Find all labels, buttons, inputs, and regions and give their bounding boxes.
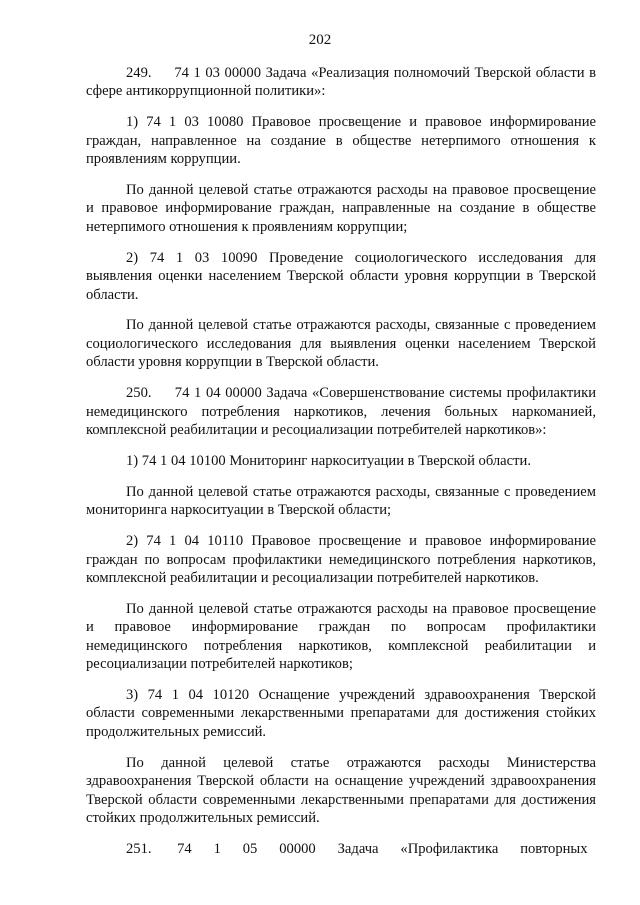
paragraph-item-10090: 2) 74 1 03 10090 Проведение социологического исследования для выявления оценки населением Тверской области уровня коррупции в Тверской области. xyxy=(86,249,596,303)
paragraph-description-10110: По данной целевой статье отражаются расходы на правовое просвещение и правовое информирование граждан по вопросам профилактики немедицинского потребления наркотиков, комплексной реабилитации и ресоциализации потребителей наркотиков; xyxy=(86,600,596,673)
paragraph-description-10120: По данной целевой статье отражаются расходы Министерства здравоохранения Тверской области на оснащение учреждений здравоохранения Тверской области современными лекарственными препаратами для достижения стойких продолжительных ремиссий. xyxy=(86,754,596,826)
paragraph-250-heading: 250. 74 1 04 00000 Задача «Совершенствование системы профилактики немедицинского потребления наркотиков, лечения больных наркоманией, комплексной реабилитации и ресоциализации потребителей наркотиков»: xyxy=(86,385,596,438)
paragraph-item-10100: 1) 74 1 04 10100 Мониторинг наркоситуации в Тверской области. xyxy=(126,452,531,469)
page-number: 202 xyxy=(308,32,332,48)
paragraph-item-10110: 2) 74 1 04 10110 Правовое просвещение и правовое информирование граждан по вопросам профилактики немедицинского потребления наркотиков, комплексной реабилитации и ресоциализации потребителей наркотиков. xyxy=(86,533,596,586)
paragraph-item-10080: 1) 74 1 03 10080 Правовое просвещение и правовое информирование граждан, направленное на создание в обществе нетерпимого отношения к проявлениям коррупции. xyxy=(86,114,596,168)
paragraph-description-10090: По данной целевой статье отражаются расходы, связанные с проведением социологического исследования для выявления оценки населением Тверской области уровня коррупции в Тверской области. xyxy=(86,317,596,371)
document-body xyxy=(86,64,596,858)
paragraph-description-10080: По данной целевой статье отражаются расходы на правовое просвещение и правовое информирование граждан, направленные на создание в обществе нетерпимого отношения к проявлениям коррупции; xyxy=(86,182,596,235)
paragraph-251-heading: 251. 74 1 05 00000 Задача «Профилактика повторных xyxy=(126,840,588,857)
paragraph-description-10100: По данной целевой статье отражаются расходы, связанные с проведением мониторинга наркоситуации в Тверской области; xyxy=(86,483,596,519)
paragraph-item-10120: 3) 74 1 04 10120 Оснащение учреждений здравоохранения Тверской области современными лекарственными препаратами для достижения стойких продолжительных ремиссий. xyxy=(86,686,596,740)
paragraph-249-heading: 249. 74 1 03 00000 Задача «Реализация полномочий Тверской области в сфере антикоррупционной политики»: xyxy=(86,65,596,100)
